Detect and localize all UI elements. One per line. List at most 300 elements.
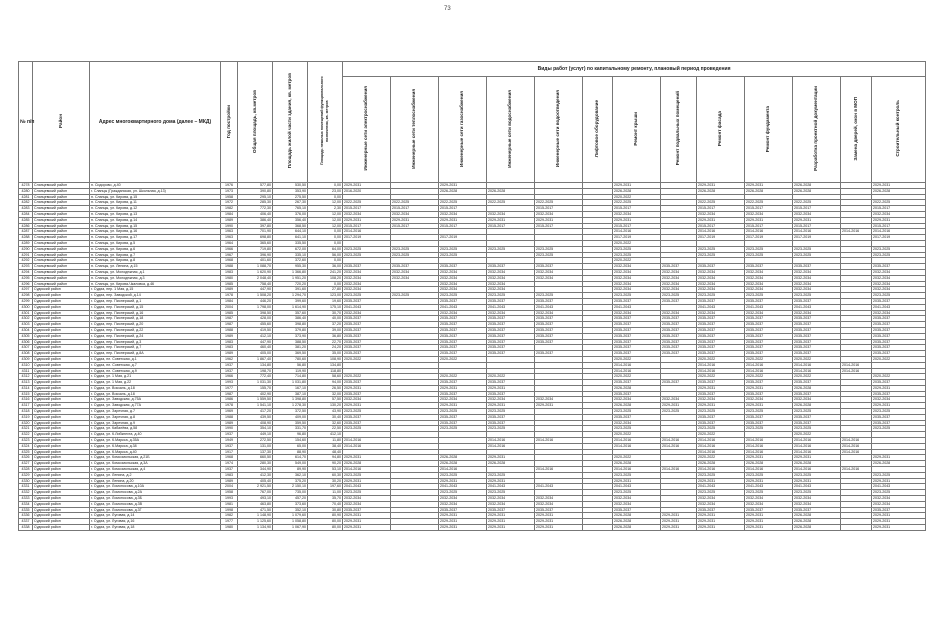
table-cell: 2035-2037 [745, 298, 793, 304]
table-cell: 58,60 [308, 374, 343, 380]
table-cell: 2020-2022 [613, 258, 661, 264]
table-cell: 2017-2019 [872, 235, 926, 241]
table-cell: 2015-2017 [391, 223, 439, 229]
table-cell: 2035-2037 [872, 507, 926, 513]
table-cell: 2023-2025 [487, 409, 535, 415]
table-cell: 2015-2017 [872, 223, 926, 229]
table-cell: 2026-2028 [872, 188, 926, 194]
table-cell: 38,40 [308, 443, 343, 449]
table-cell: 447,90 [238, 287, 273, 293]
table-cell: 1972 [221, 200, 238, 206]
table-cell: 2020-2022 [613, 194, 661, 200]
table-cell: 2023-2025 [439, 252, 487, 258]
table-cell: 447,90 [238, 339, 273, 345]
table-cell: 2035-2037 [487, 345, 535, 351]
table-cell: 2015-2017 [793, 206, 841, 212]
table-cell: 2029-2031 [697, 478, 745, 484]
table-cell: 2041-2043 [793, 304, 841, 310]
table-cell: 2015-2017 [391, 206, 439, 212]
table-cell: 2023-2025 [697, 252, 745, 258]
table-cell: 96,80 [273, 432, 308, 438]
table-cell: 2020-2022 [487, 374, 535, 380]
table-cell: 2035-2037 [872, 420, 926, 426]
table-cell: 405,00 [238, 351, 273, 357]
table-cell: Судиский район [33, 484, 90, 490]
table-cell: 241,20 [308, 269, 343, 275]
table-cell: 0,00 [308, 229, 343, 235]
table-cell: г. Судиа, ул. Заводская, д.77А [90, 403, 221, 409]
header-district: Район [33, 62, 90, 183]
table-cell: 372,50 [273, 409, 308, 415]
table-cell: 2023-2025 [697, 490, 745, 496]
table-cell: 396,90 [238, 252, 273, 258]
table-cell: 2035-2037 [872, 351, 926, 357]
table-cell: 130,20 [308, 403, 343, 409]
table-cell: Судиский район [33, 316, 90, 322]
table-cell: 2032-2034 [535, 397, 583, 403]
table-cell: 386,40 [238, 217, 273, 223]
table-cell: 2029-2031 [343, 513, 391, 519]
table-cell: 2014-2016 [343, 467, 391, 473]
table-cell: 2014-2016 [535, 438, 583, 444]
table-cell: 2035-2037 [613, 316, 661, 322]
table-cell: 2035-2037 [487, 420, 535, 426]
table-cell: 2032-2034 [745, 269, 793, 275]
table-cell: 2029-2031 [697, 513, 745, 519]
table-cell: Судиский район [33, 519, 90, 525]
table-cell: 428,00 [238, 316, 273, 322]
table-cell: Судиский район [33, 298, 90, 304]
header-work-control: Строительный контроль [872, 77, 926, 183]
table-cell: 365,60 [238, 240, 273, 246]
table-cell: г. Судиа, ул. Ломоносова, д.3Б [90, 496, 221, 502]
table-cell: 1 951,20 [273, 275, 308, 281]
table-cell: 198,70 [238, 368, 273, 374]
table-cell: 2041-2043 [613, 304, 661, 310]
table-cell: 2026-2028 [613, 188, 661, 194]
table-cell: 80,00 [308, 525, 343, 531]
table-cell: 2020-2022 [745, 374, 793, 380]
table-cell: 4320 [19, 420, 33, 426]
table-cell: 2029-2031 [439, 519, 487, 525]
table-cell: 2026-2028 [613, 513, 661, 519]
table-cell: 2014-2016 [697, 368, 745, 374]
table-cell: 2035-2037 [343, 339, 391, 345]
table-cell: 402,90 [238, 391, 273, 397]
table-cell: г. Судиа, пер. Пионерский, д.7 [90, 345, 221, 351]
table-cell: 386,40 [273, 316, 308, 322]
table-cell: 2035-2037 [745, 264, 793, 270]
table-cell: г. Судиа, ул. Заводская, д.75А [90, 397, 221, 403]
table-cell: 2035-2037 [745, 420, 793, 426]
table-cell: 4335 [19, 507, 33, 513]
table-cell: 2026-2028 [745, 461, 793, 467]
table-cell: 2035-2037 [661, 327, 697, 333]
table-cell: 2023-2025 [793, 490, 841, 496]
table-cell: 2014-2016 [841, 229, 872, 235]
table-cell: 4314 [19, 385, 33, 391]
table-cell: 2015-2017 [745, 206, 793, 212]
table-cell: 2023-2025 [439, 490, 487, 496]
table-cell: Судиский район [33, 513, 90, 519]
table-cell: 2020-2022 [439, 374, 487, 380]
table-cell: г. Судиа, ул. 1 Мая, д.21 [90, 374, 221, 380]
table-cell: 2032-2034 [535, 501, 583, 507]
table-cell [841, 525, 872, 531]
table-cell: 412,10 [238, 333, 273, 339]
table-cell: п. Сланцы, ул. Молодежная, д.1 [90, 269, 221, 275]
table-cell: Судиский район [33, 490, 90, 496]
table-cell: 23,00 [308, 188, 343, 194]
table-cell: 2035-2037 [697, 316, 745, 322]
table-cell: г. Судиа, пер. Пионерский, д.16 [90, 310, 221, 316]
table-cell: 2022-2025 [872, 200, 926, 206]
table-cell: 4309 [19, 356, 33, 362]
table-cell: Сланцевский район [33, 240, 90, 246]
table-cell: 2029-2031 [872, 217, 926, 223]
table-cell: 2014-2016 [872, 229, 926, 235]
table-cell: Судиский район [33, 525, 90, 531]
table-cell: 2029-2031 [872, 183, 926, 189]
table-cell: 2020-2022 [793, 374, 841, 380]
table-cell: 4280 [19, 188, 33, 194]
table-cell: 2015-2017 [697, 206, 745, 212]
table-cell: 2032-2034 [487, 211, 535, 217]
table-cell: 2032-2034 [439, 211, 487, 217]
table-cell: 2014-2016 [745, 362, 793, 368]
table-cell: 0,00 [308, 235, 343, 241]
table-cell: 2029-2031 [535, 513, 583, 519]
table-cell: 2032-2034 [487, 501, 535, 507]
table-cell: г. Судиа, ул. Луговая, д.18 [90, 525, 221, 531]
table-cell: 2035-2037 [487, 391, 535, 397]
table-cell: 36,00 [308, 264, 343, 270]
table-cell: 4282 [19, 200, 33, 206]
table-cell: 2015-2017 [439, 223, 487, 229]
table-cell: 2035-2037 [343, 345, 391, 351]
table-cell: г. Судиа, пер. Пионерский, д.8А [90, 351, 221, 357]
table-cell: г. Судиа, ул. Ломоносова, д.3В [90, 501, 221, 507]
table-cell: 2035-2037 [439, 339, 487, 345]
table-cell: 641,10 [273, 235, 308, 241]
table-cell: 2017-2019 [793, 235, 841, 241]
table-cell: 4304 [19, 327, 33, 333]
table-cell: 4306 [19, 339, 33, 345]
table-cell: 2023-2025 [535, 252, 583, 258]
table-cell: 1974 [221, 461, 238, 467]
table-cell: г. Судиа, пер. Пионерский, д.3 [90, 339, 221, 345]
table-cell: 2032-2034 [613, 281, 661, 287]
table-cell: г. Судиа, ул. Луговая, д.16 [90, 519, 221, 525]
table-cell: 2032-2034 [613, 397, 661, 403]
table-cell: 2032-2034 [793, 275, 841, 281]
table-cell: г. Судиа, пер. 1 Мая, д.15 [90, 287, 221, 293]
table-cell: 285,30 [238, 200, 273, 206]
table-cell: 4329 [19, 472, 33, 478]
table-cell: 1981 [221, 501, 238, 507]
table-cell: 406,40 [238, 211, 273, 217]
page-number: 73 [444, 6, 451, 12]
table-cell: 0,00 [308, 258, 343, 264]
table-cell: 955,30 [273, 264, 308, 270]
table-cell: 137,30 [238, 449, 273, 455]
table-cell: 19,60 [308, 298, 343, 304]
table-cell: 4290 [19, 246, 33, 252]
table-cell: 1 058,80 [273, 519, 308, 525]
table-cell: 94,00 [308, 380, 343, 386]
table-cell: 2004 [221, 484, 238, 490]
table-cell: Судиский район [33, 397, 90, 403]
table-cell: 357,60 [273, 310, 308, 316]
table-cell: 2020-2022 [697, 356, 745, 362]
table-cell: 2041-2043 [439, 304, 487, 310]
table-cell: 644,10 [273, 229, 308, 235]
table-cell: 2023-2025 [391, 293, 439, 299]
table-cell: 2032-2034 [613, 275, 661, 281]
table-cell: 2022-2025 [343, 200, 391, 206]
header-living-area: Площадь жилой части здания, кв. метров [273, 62, 308, 183]
table-cell: г. Судиа, ул. Ленина, д.2 [90, 472, 221, 478]
table-cell: 1958 [221, 194, 238, 200]
table-cell: 2023-2025 [343, 252, 391, 258]
table-cell: 2017-2019 [343, 235, 391, 241]
table-cell: 2026-2028 [745, 188, 793, 194]
table-cell: 397,80 [238, 223, 273, 229]
table-cell: 614,70 [273, 455, 308, 461]
table-cell: Сланцевский район [33, 264, 90, 270]
table-cell: 53,10 [308, 467, 343, 473]
table-cell: 2023-2025 [613, 472, 661, 478]
table-cell: 2035-2037 [697, 298, 745, 304]
table-cell: 2023-2025 [872, 490, 926, 496]
table-cell: г. Судиа, ул. Комсомольская, д.21Б [90, 455, 221, 461]
table-cell: 4338 [19, 525, 33, 531]
table-cell: 134,80 [238, 362, 273, 368]
table-cell: 1937 [221, 368, 238, 374]
table-cell: 2035-2037 [487, 380, 535, 386]
table-cell: 1 559,50 [238, 397, 273, 403]
table-cell: 2023-2025 [793, 293, 841, 299]
table-cell: 2020-2022 [872, 374, 926, 380]
table-cell: 2035-2037 [535, 322, 583, 328]
table-cell: 4332 [19, 490, 33, 496]
table-cell: Сланцевский район [33, 211, 90, 217]
table-cell: г. Судиа, ул. Вокзаль, д.18 [90, 391, 221, 397]
table-cell: 2035-2037 [697, 380, 745, 386]
table-cell: 4300 [19, 304, 33, 310]
table-cell: 660,50 [238, 455, 273, 461]
table-cell: 2020-2022 [745, 356, 793, 362]
table-cell: 2014-2016 [793, 362, 841, 368]
table-cell: 2032-2034 [697, 501, 745, 507]
table-cell: 2014-2016 [745, 449, 793, 455]
table-cell: 2032-2034 [872, 287, 926, 293]
table-cell: 89,90 [273, 467, 308, 473]
table-cell: 2035-2037 [439, 414, 487, 420]
table-cell: 2035-2037 [535, 316, 583, 322]
table-cell: 672,00 [273, 246, 308, 252]
table-cell: 2029-2031 [535, 519, 583, 525]
table-cell: 1958 [221, 490, 238, 496]
table-cell: 43,90 [308, 409, 343, 415]
table-cell: 2035-2037 [745, 322, 793, 328]
table-cell: 2035-2037 [661, 316, 697, 322]
table-cell: 2023-2025 [487, 246, 535, 252]
table-cell: 2035-2037 [697, 345, 745, 351]
table-cell: г. Судиа, ул. Вокзаль, д.18 [90, 385, 221, 391]
table-cell: 1989 [221, 333, 238, 339]
table-cell: 2035-2037 [745, 380, 793, 386]
table-cell: г. Судиа, ул. Комсомольская, д.4 [90, 467, 221, 473]
table-cell: 4331 [19, 484, 33, 490]
table-cell: 2032-2034 [439, 397, 487, 403]
table-cell: 2035-2037 [439, 391, 487, 397]
table-cell: 446,20 [238, 298, 273, 304]
table-cell: 2026-2028 [697, 188, 745, 194]
table-cell: 2015-2017 [535, 206, 583, 212]
table-cell: 2014-2016 [343, 438, 391, 444]
table-cell: 2014-2016 [841, 467, 872, 473]
table-cell: 2014-2016 [343, 443, 391, 449]
table-cell: 2035-2037 [661, 298, 697, 304]
table-cell: Судиский район [33, 374, 90, 380]
table-cell: 2041-2043 [535, 304, 583, 310]
table-cell: 2035-2037 [793, 507, 841, 513]
table-cell: 2035-2037 [343, 414, 391, 420]
table-cell: 4327 [19, 461, 33, 467]
table-cell: 2026-2028 [872, 461, 926, 467]
table-cell: 2035-2037 [613, 333, 661, 339]
table-cell: 1969 [221, 409, 238, 415]
table-cell: 2035-2037 [872, 316, 926, 322]
table-cell: 2032-2034 [487, 310, 535, 316]
table-cell: 94,80 [308, 455, 343, 461]
table-cell: 530,50 [273, 183, 308, 189]
table-cell: 1 278,30 [273, 403, 308, 409]
table-cell: 1989 [221, 478, 238, 484]
table-cell: 1985 [221, 281, 238, 287]
table-cell: 1937 [221, 432, 238, 438]
table-cell: Сланцевский район [33, 194, 90, 200]
table-cell: 2029-2031 [872, 455, 926, 461]
table-cell: 1 620,90 [238, 269, 273, 275]
header-work-water: Инженерные сети водоснабжения [487, 77, 535, 183]
table-cell: 1983 [221, 472, 238, 478]
table-cell: 2023-2025 [613, 246, 661, 252]
table-cell: 1978 [221, 293, 238, 299]
table-cell: 2014-2016 [793, 449, 841, 455]
table-cell: 4299 [19, 298, 33, 304]
table-cell: 2015-2017 [343, 223, 391, 229]
table-cell: 2023-2025 [697, 409, 745, 415]
table-cell: 27,80 [308, 287, 343, 293]
table-cell: г. Судиа, ул. Заречная, д.9 [90, 420, 221, 426]
table-cell: 80,90 [308, 513, 343, 519]
table-cell: 2032-2034 [613, 211, 661, 217]
table-cell: Судиский район [33, 345, 90, 351]
table-cell: 2041-2043 [487, 484, 535, 490]
table-cell: 2041-2043 [872, 304, 926, 310]
table-cell: 2023-2025 [793, 246, 841, 252]
table-cell: г. Судиа, ул. К.Маркса, д.40 [90, 449, 221, 455]
table-cell: 373,90 [273, 333, 308, 339]
table-cell: 1964 [221, 240, 238, 246]
table-cell: 2035-2037 [535, 339, 583, 345]
table-cell: Судиский район [33, 426, 90, 432]
table-cell: 2032-2034 [439, 501, 487, 507]
table-cell: 2023-2025 [439, 426, 487, 432]
table-cell: 2014-2016 [487, 438, 535, 444]
table-cell: 2035-2037 [745, 351, 793, 357]
table-cell: 2026-2028 [613, 461, 661, 467]
table-cell: 4303 [19, 322, 33, 328]
table-cell: п. Сланцы, ул. Кирова, д.16 [90, 229, 221, 235]
table-cell: 2032-2034 [487, 269, 535, 275]
table-cell: Судиский район [33, 339, 90, 345]
table-cell: 1949 [221, 438, 238, 444]
table-cell: 408,90 [238, 420, 273, 426]
table-cell: 369,50 [273, 351, 308, 357]
table-cell: Сланцевский район [33, 200, 90, 206]
table-cell: 1 508,20 [238, 293, 273, 299]
table-cell: 4287 [19, 229, 33, 235]
table-cell: 4292 [19, 258, 33, 264]
table-cell: 2029-2031 [535, 525, 583, 531]
table-cell: 2032-2034 [872, 496, 926, 502]
table-cell: п. Сланцы, ул. Кирова-Чкаловка, д.46 [90, 281, 221, 287]
header-nonliving-area: Площадь нежилых помещений функционального назначения, кв. метров [308, 62, 343, 183]
table-cell: 2032-2034 [487, 287, 535, 293]
table-cell: 2032-2034 [613, 496, 661, 502]
table-cell: 2032-2034 [391, 275, 439, 281]
table-cell: 439,50 [238, 414, 273, 420]
table-cell: 2015-2017 [343, 206, 391, 212]
table-cell: 0,00 [308, 281, 343, 287]
table-cell: 2029-2031 [872, 525, 926, 531]
table-cell: 2041-2043 [697, 304, 745, 310]
table-cell: Судиский район [33, 351, 90, 357]
table-cell: 2026-2028 [793, 183, 841, 189]
table-cell: г. Судиа, ул. К.Маркса, д.35А [90, 438, 221, 444]
table-cell: 2035-2037 [872, 414, 926, 420]
table-cell: Судиский район [33, 432, 90, 438]
table-cell: 1977 [221, 519, 238, 525]
table-cell: 2035-2037 [487, 322, 535, 328]
table-cell: 2032-2034 [745, 310, 793, 316]
table-cell: 463,80 [238, 501, 273, 507]
table-cell: 2035-2037 [343, 298, 391, 304]
table-cell: 2014-2016 [697, 438, 745, 444]
table-cell: 4283 [19, 206, 33, 212]
table-cell: 1963 [221, 235, 238, 241]
table-cell: г. Судиа, пл. Советская, д.9 [90, 368, 221, 374]
table-cell: 2023-2025 [872, 246, 926, 252]
table-cell: 2035-2037 [661, 333, 697, 339]
table-cell: 2029-2031 [745, 513, 793, 519]
table-cell: 2029-2031 [439, 525, 487, 531]
table-cell: 412,10 [308, 432, 343, 438]
table-cell: 2014-2016 [343, 229, 391, 235]
table-cell: 2014-2016 [487, 443, 535, 449]
table-cell: 1978 [221, 403, 238, 409]
table-cell: 1977 [221, 385, 238, 391]
table-cell: 2015-2017 [872, 206, 926, 212]
table-cell: 4310 [19, 362, 33, 368]
table-cell: г. Судиа, ул. Кабалёва, д.58 [90, 426, 221, 432]
table-cell: г. Судиа, пер. Пионерский, д.24 [90, 333, 221, 339]
table-cell: Судиский район [33, 293, 90, 299]
table-cell: 2035-2037 [439, 316, 487, 322]
